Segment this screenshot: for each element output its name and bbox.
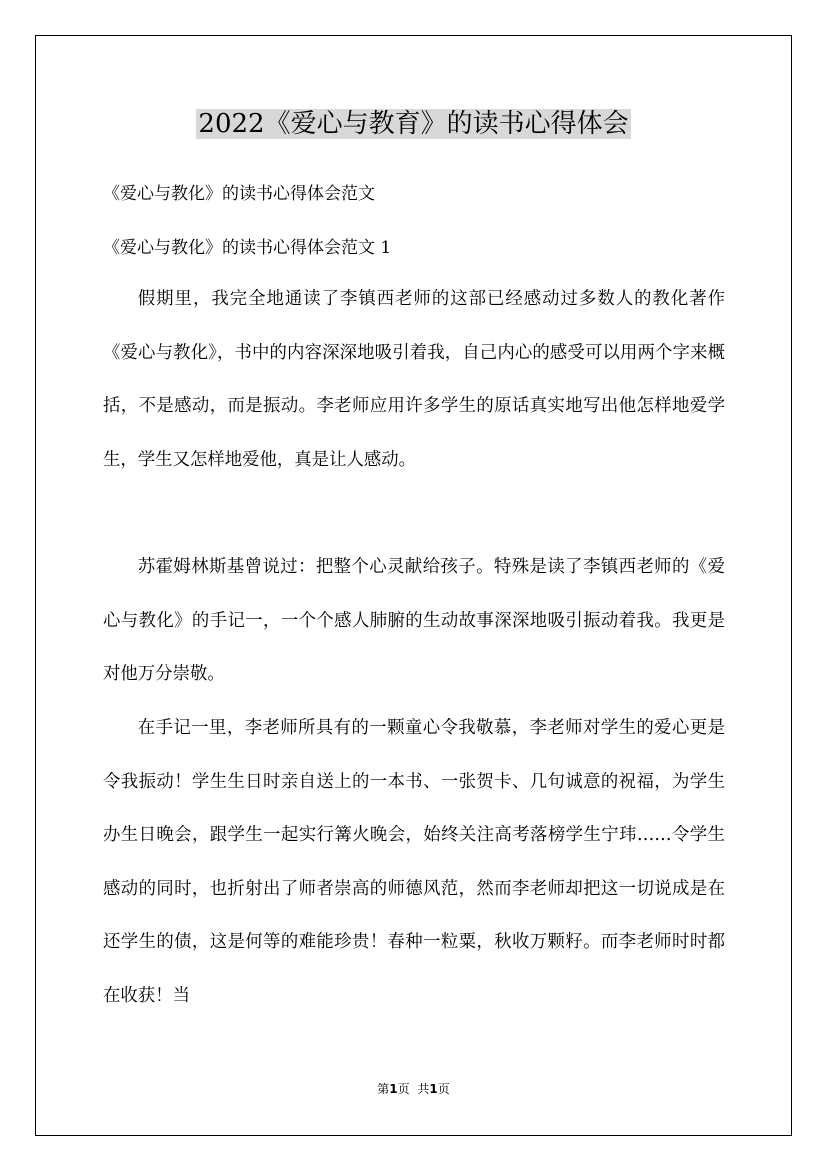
footer-page-suffix: 页 (397, 1082, 410, 1096)
footer-total-suffix: 页 (437, 1082, 450, 1096)
paragraph-3: 在手记一里，李老师所具有的一颗童心令我敬慕，李老师对学生的爱心更是令我振动！学生生日时亲自送上的一本书、一张贺卡、几句诚意的祝福，为学生办生日晚会，跟学生一起实行篝火晚会，始终关注高考落榜学生宁玮……令学生感动的同时，也折射出了师者崇高的师德风范，然而李老师却把这一切说成是在还学生的债，这是何等的难能珍贵！春种一粒粟，秋收万颗籽。而李老师时时都在收获！当 (103, 718, 725, 1006)
paragraph-1: 假期里，我完全地通读了李镇西老师的这部已经感动过多数人的教化著作《爱心与教化》，书中的内容深深地吸引着我，自己内心的感受可以用两个字来概括，不是感动，而是振动。李老师应用许多学生的原话真实地写出他怎样地爱学生，学生又怎样地爱他，真是让人感动。 (103, 289, 725, 470)
footer-page-number: 1 (389, 1082, 398, 1096)
document-title: 2022《爱心与教育》的读书心得体会 (198, 109, 629, 139)
footer-total-number: 1 (429, 1082, 438, 1096)
footer-page-prefix: 第 (377, 1082, 390, 1096)
footer-total-prefix: 共 (417, 1082, 430, 1096)
page-footer (0, 1080, 827, 1097)
subtitle-line-2: 《爱心与教化》的读书心得体会范文 1 (103, 238, 392, 258)
paragraph-2: 苏霍姆林斯基曾说过：把整个心灵献给孩子。特殊是读了李镇西老师的《爱心与教化》的手记一，一个个感人肺腑的生动故事深深地吸引振动着我。我更是对他万分崇敬。 (103, 557, 725, 685)
subtitle-line-1: 《爱心与教化》的读书心得体会范文 (103, 184, 375, 204)
